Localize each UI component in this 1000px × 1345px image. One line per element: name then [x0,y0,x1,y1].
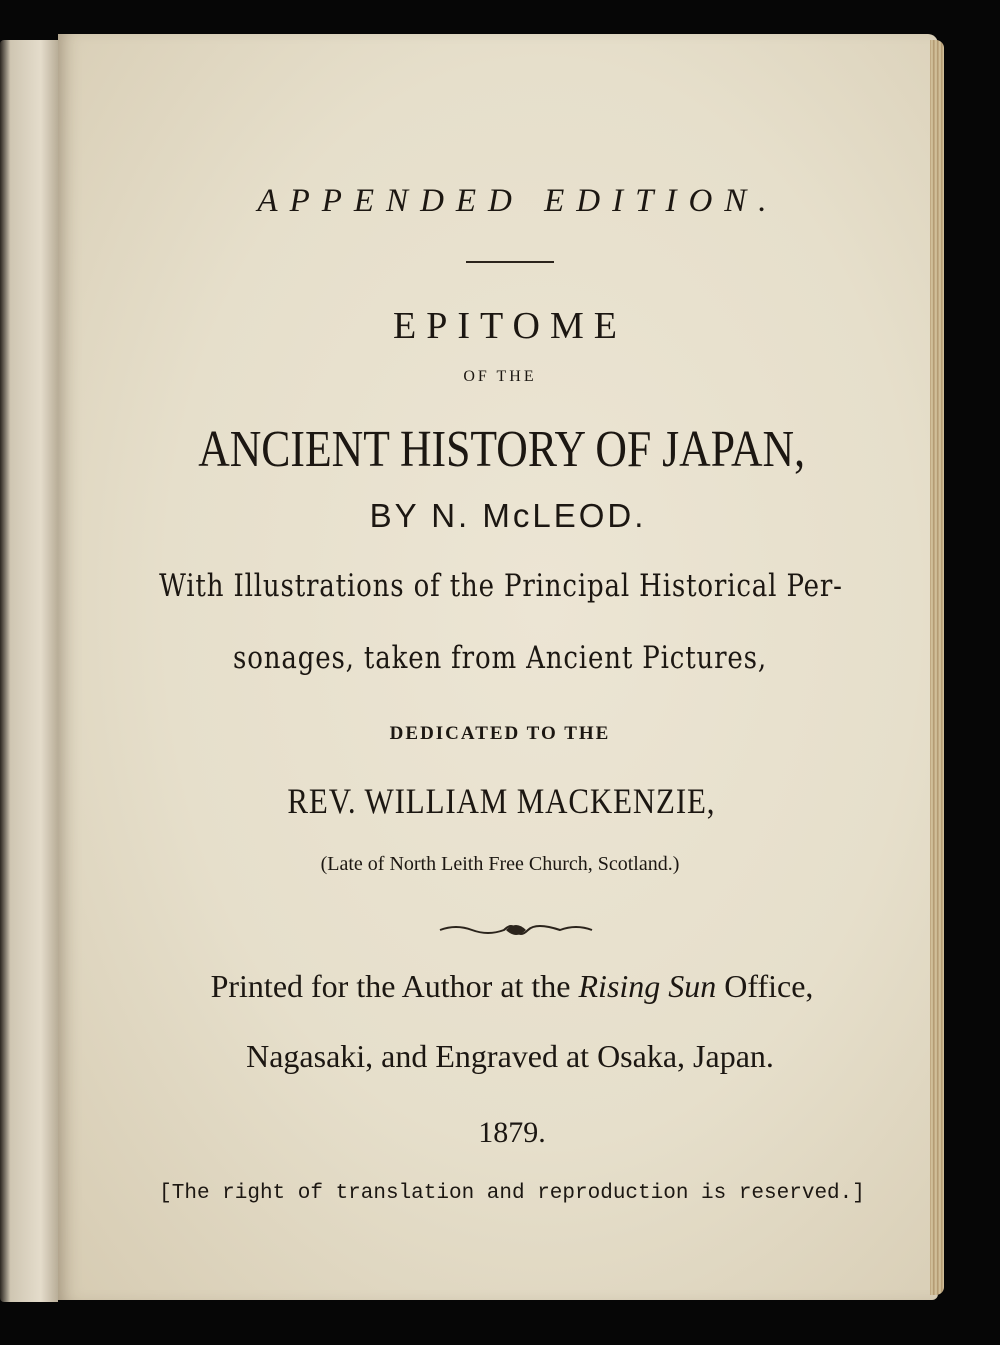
divider-rule [466,261,554,263]
author-line: BY N. McLEOD. [369,497,647,534]
rights-notice: [The right of translation and reproduction is reserved.] [159,1182,865,1205]
ornament-flourish-icon [436,920,596,940]
title-main: EPITOME [393,305,627,347]
title-sub: ANCIENT HISTORY OF JAPAN, [198,421,805,478]
printed-pre: Printed for the Author at the [210,968,579,1004]
printed-line-1 [12,968,1000,1005]
printed-line-2: Nagasaki, and Engraved at Osaka, Japan. [246,1038,774,1074]
printed-italic: Rising Sun [578,968,717,1004]
left-page-edge [0,40,58,1302]
page-stack-edge [930,40,944,1295]
edition-label: APPENDED EDITION. [257,183,779,219]
printed-post: Office, [716,968,814,1004]
dedicatee-note: (Late of North Leith Free Church, Scotland.) [320,853,680,875]
publication-year: 1879. [478,1116,546,1149]
dedicated-line: DEDICATED TO THE [389,723,611,744]
dedicatee-name: REV. WILLIAM MACKENZIE, [287,781,716,821]
title-of: OF THE [463,368,537,385]
illustrations-line-2: sonages, taken from Ancient Pictures, [233,640,767,676]
illustrations-line-1: With Illustrations of the Principal Historical Per- [159,568,843,604]
